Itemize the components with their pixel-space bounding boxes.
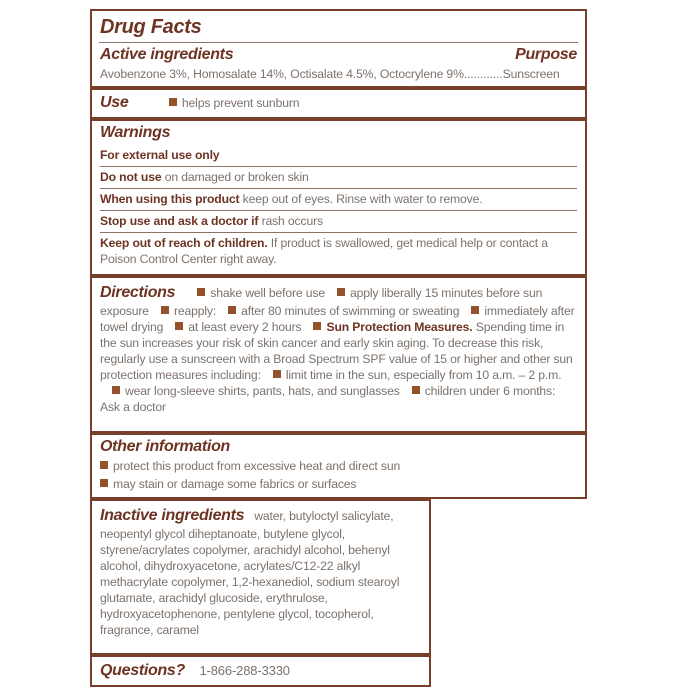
inactive-ingredients-content — [100, 506, 421, 638]
square-bullet-icon — [100, 479, 108, 487]
text-segment: wear long-sleeve shirts, pants, hats, and sunglasses — [125, 384, 400, 398]
warning-row — [100, 210, 577, 232]
drug-facts-label — [90, 9, 587, 687]
use-items — [143, 96, 299, 110]
inactive-ingredients-heading: Inactive ingredients — [100, 507, 245, 524]
dot-leader: ............ — [463, 67, 503, 81]
active-ingredients-text: Avobenzone 3%, Homosalate 14%, Octisalate 4.5%, Octocrylene 9% — [100, 67, 464, 81]
questions-phone-number: 1-866-288-3330 — [199, 663, 290, 678]
text-segment: limit time in the sun, especially from 10 a.m. – 2 p.m. — [285, 368, 562, 382]
section-directions — [90, 276, 587, 433]
active-ingredients-header-row — [100, 45, 577, 65]
square-bullet-icon — [273, 370, 281, 378]
text-segment: at least every 2 hours — [188, 320, 302, 334]
active-ingredients-heading: Active ingredients — [100, 46, 234, 63]
inactive-ingredients-text: water, butyloctyl salicylate, neopentyl glycol diheptanoate, butylene glycol, styrene/acrylates copolymer, arachidyl alcohol, behenyl alcohol, dihydroxyacetone, acrylates/C12-22 alkyl methacrylate copolymer, 1,2-hexanediol, sodium stearoyl glutamate, arachidyl glucoside, erythrulose, hydroxyacetophenone, pentylene glycol, tocopherol, fragrance, caramel — [100, 509, 400, 637]
square-bullet-icon — [313, 322, 321, 330]
other-information-row — [100, 475, 577, 493]
text-segment: protect this product from excessive heat and direct sun — [113, 459, 401, 473]
text-segment: helps prevent sunburn — [181, 96, 300, 110]
section-questions — [90, 655, 431, 687]
square-bullet-icon — [175, 322, 183, 330]
text-segment: When using this product keep out of eyes. Rinse with water to remove. — [100, 192, 483, 206]
text-segment: Do not use on damaged or broken skin — [100, 170, 309, 184]
text-segment: reapply: — [173, 304, 217, 318]
text-segment: Keep out of reach of children. If product is swallowed, get medical help or contact a Poison Control Center right away. — [100, 236, 548, 266]
purpose-value: Sunscreen — [502, 67, 560, 81]
directions-content — [100, 283, 577, 415]
square-bullet-icon — [412, 386, 420, 394]
text-segment: For external use only — [100, 148, 220, 162]
questions-heading: Questions? — [100, 662, 186, 679]
square-bullet-icon — [169, 98, 177, 106]
divider-under-title — [99, 42, 578, 43]
purpose-heading: Purpose — [515, 46, 577, 63]
other-information-heading: Other information — [100, 438, 231, 455]
square-bullet-icon — [228, 306, 236, 314]
directions-segments — [100, 286, 575, 414]
section-use — [90, 88, 587, 119]
text-segment: may stain or damage some fabrics or surfaces — [113, 477, 357, 491]
active-ingredients-line — [100, 66, 577, 82]
warning-row — [100, 166, 577, 188]
square-bullet-icon — [471, 306, 479, 314]
text-segment: after 80 minutes of swimming or sweating — [241, 304, 460, 318]
section-inactive-ingredients — [90, 499, 431, 655]
square-bullet-icon — [197, 288, 205, 296]
text-segment: shake well before use — [210, 286, 325, 300]
text-segment: immediately after towel drying — [100, 304, 575, 334]
warnings-heading: Warnings — [100, 124, 171, 141]
text-segment: apply liberally 15 minutes before sun exposure — [100, 286, 543, 318]
warning-row — [100, 145, 577, 166]
text-segment: children under 6 months: Ask a doctor — [100, 384, 556, 414]
section-drug-facts — [90, 9, 587, 88]
text-segment: Stop use and ask a doctor if rash occurs — [100, 214, 323, 228]
directions-heading: Directions — [100, 284, 176, 301]
other-information-items — [100, 457, 577, 493]
other-information-row — [100, 457, 577, 475]
warnings-rows — [100, 145, 577, 270]
square-bullet-icon — [112, 386, 120, 394]
square-bullet-icon — [161, 306, 169, 314]
text-segment: Sun Protection Measures. Spending time in the sun increases your risk of skin cancer and early skin aging. To decrease this risk, regularly use a sunscreen with a Broad Spectrum SPF value of 15 or higher and other sun protection measures including: — [100, 320, 573, 382]
warning-row — [100, 232, 577, 270]
drug-facts-title: Drug Facts — [100, 16, 202, 38]
section-other-information — [90, 433, 587, 499]
section-warnings — [90, 119, 587, 276]
use-heading: Use — [100, 94, 129, 111]
square-bullet-icon — [100, 461, 108, 469]
warning-row — [100, 188, 577, 210]
square-bullet-icon — [337, 288, 345, 296]
